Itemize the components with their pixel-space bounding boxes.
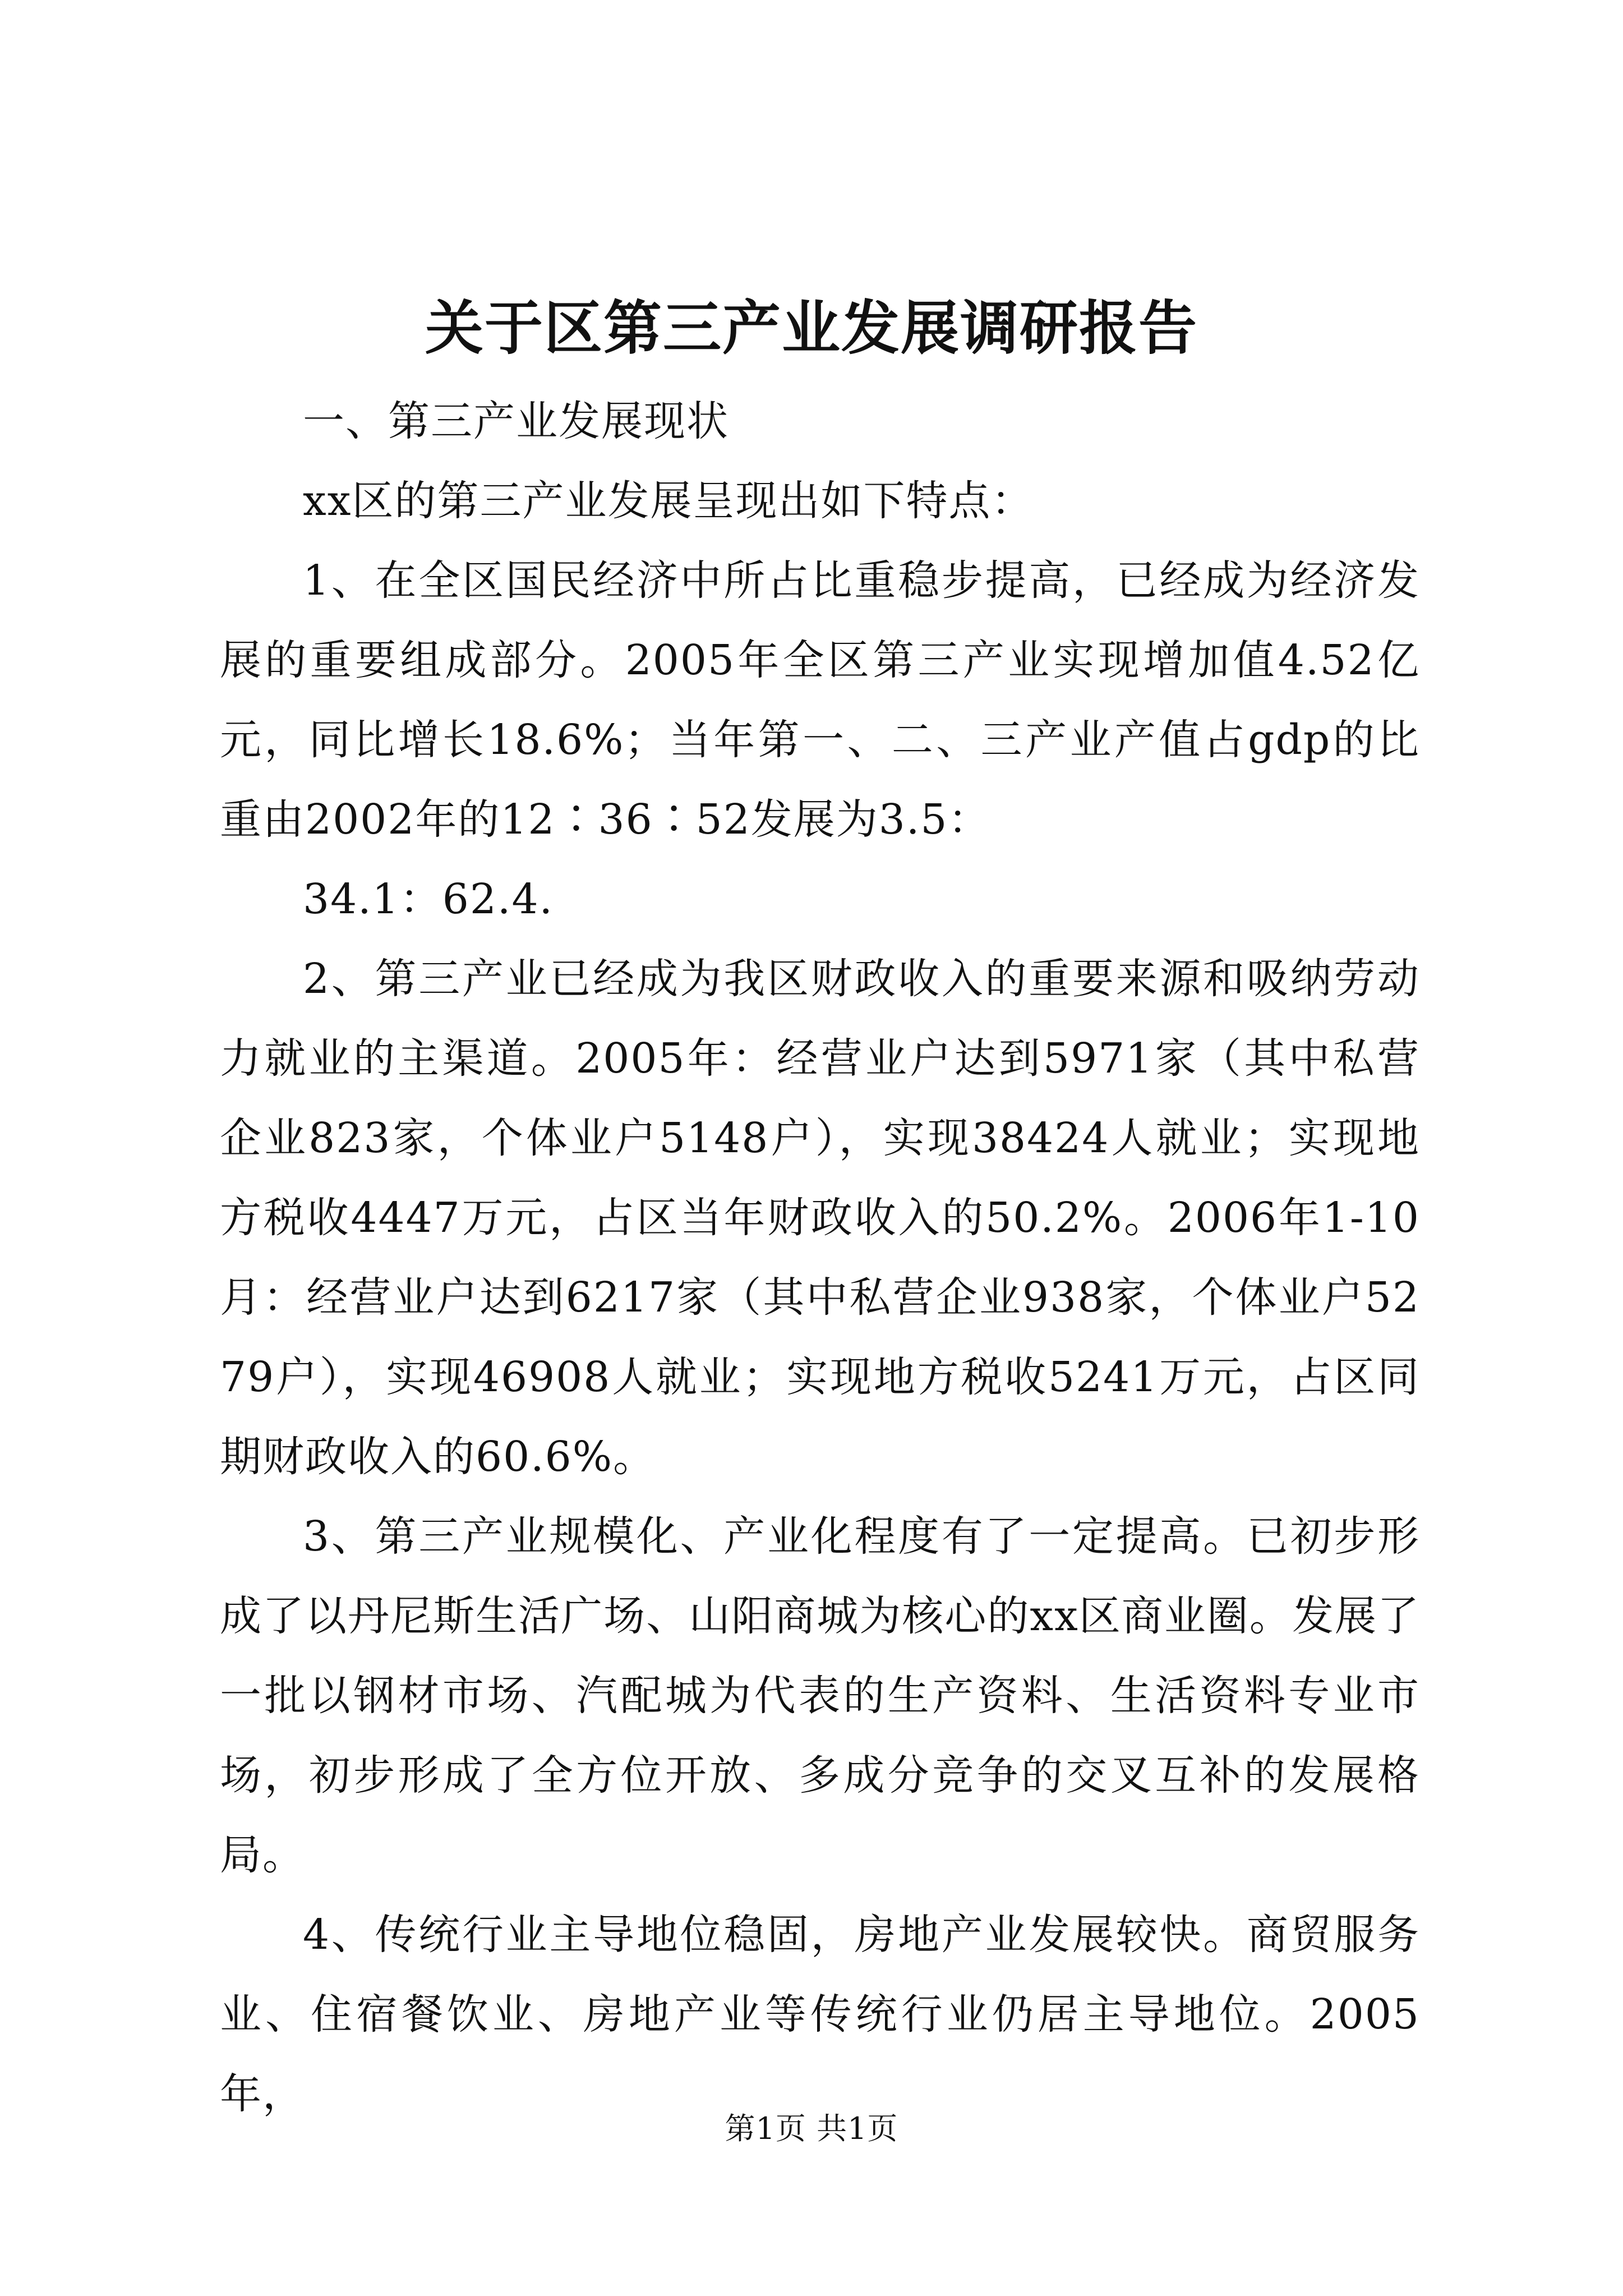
document-body xyxy=(220,381,1420,2134)
section-heading: 一、第三产业发展现状 xyxy=(303,397,729,445)
document-title: 关于区第三产业发展调研报告 xyxy=(425,293,1198,362)
page-number-footer: 第1页 共1页 xyxy=(725,2111,898,2146)
paragraph-point-1: 1、在全区国民经济中所占比重稳步提高，已经成为经济发展的重要组成部分。2005年全区第三产业实现增加值4.52亿元，同比增长18.6%；当年第一、二、三产业产值占gdp的比重由2002年的12∶36∶52发展为3.5： xyxy=(220,556,1420,844)
intro-paragraph: xx区的第三产业发展呈现出如下特点： xyxy=(303,477,1034,525)
paragraph-point-3: 3、第三产业规模化、产业化程度有了一定提高。已初步形成了以丹尼斯生活广场、山阳商城为核心的xx区商业圈。发展了一批以钢材市场、汽配城为代表的生产资料、生活资料专业市场，初步形成了全方位开放、多成分竞争的交叉互补的发展格局。 xyxy=(220,1512,1420,1879)
paragraph-point-2: 2、第三产业已经成为我区财政收入的重要来源和吸纳劳动力就业的主渠道。2005年：经营业户达到5971家（其中私营企业823家，个体业户5148户），实现38424人就业；实现地方税收4447万元，占区当年财政收入的50.2%。2006年1-10月：经营业户达到6217家（其中私营企业938家，个体业户5279户），实现46908人就业；实现地方税收5241万元，占区同期财政收入的60.6%。 xyxy=(220,955,1420,1481)
paragraph-point-4: 4、传统行业主导地位稳固，房地产业发展较快。商贸服务业、住宿餐饮业、房地产业等传统行业仍居主导地位。2005年， xyxy=(220,1911,1420,2118)
paragraph-ratio-continuation: 34.1：62.4. xyxy=(303,875,554,923)
